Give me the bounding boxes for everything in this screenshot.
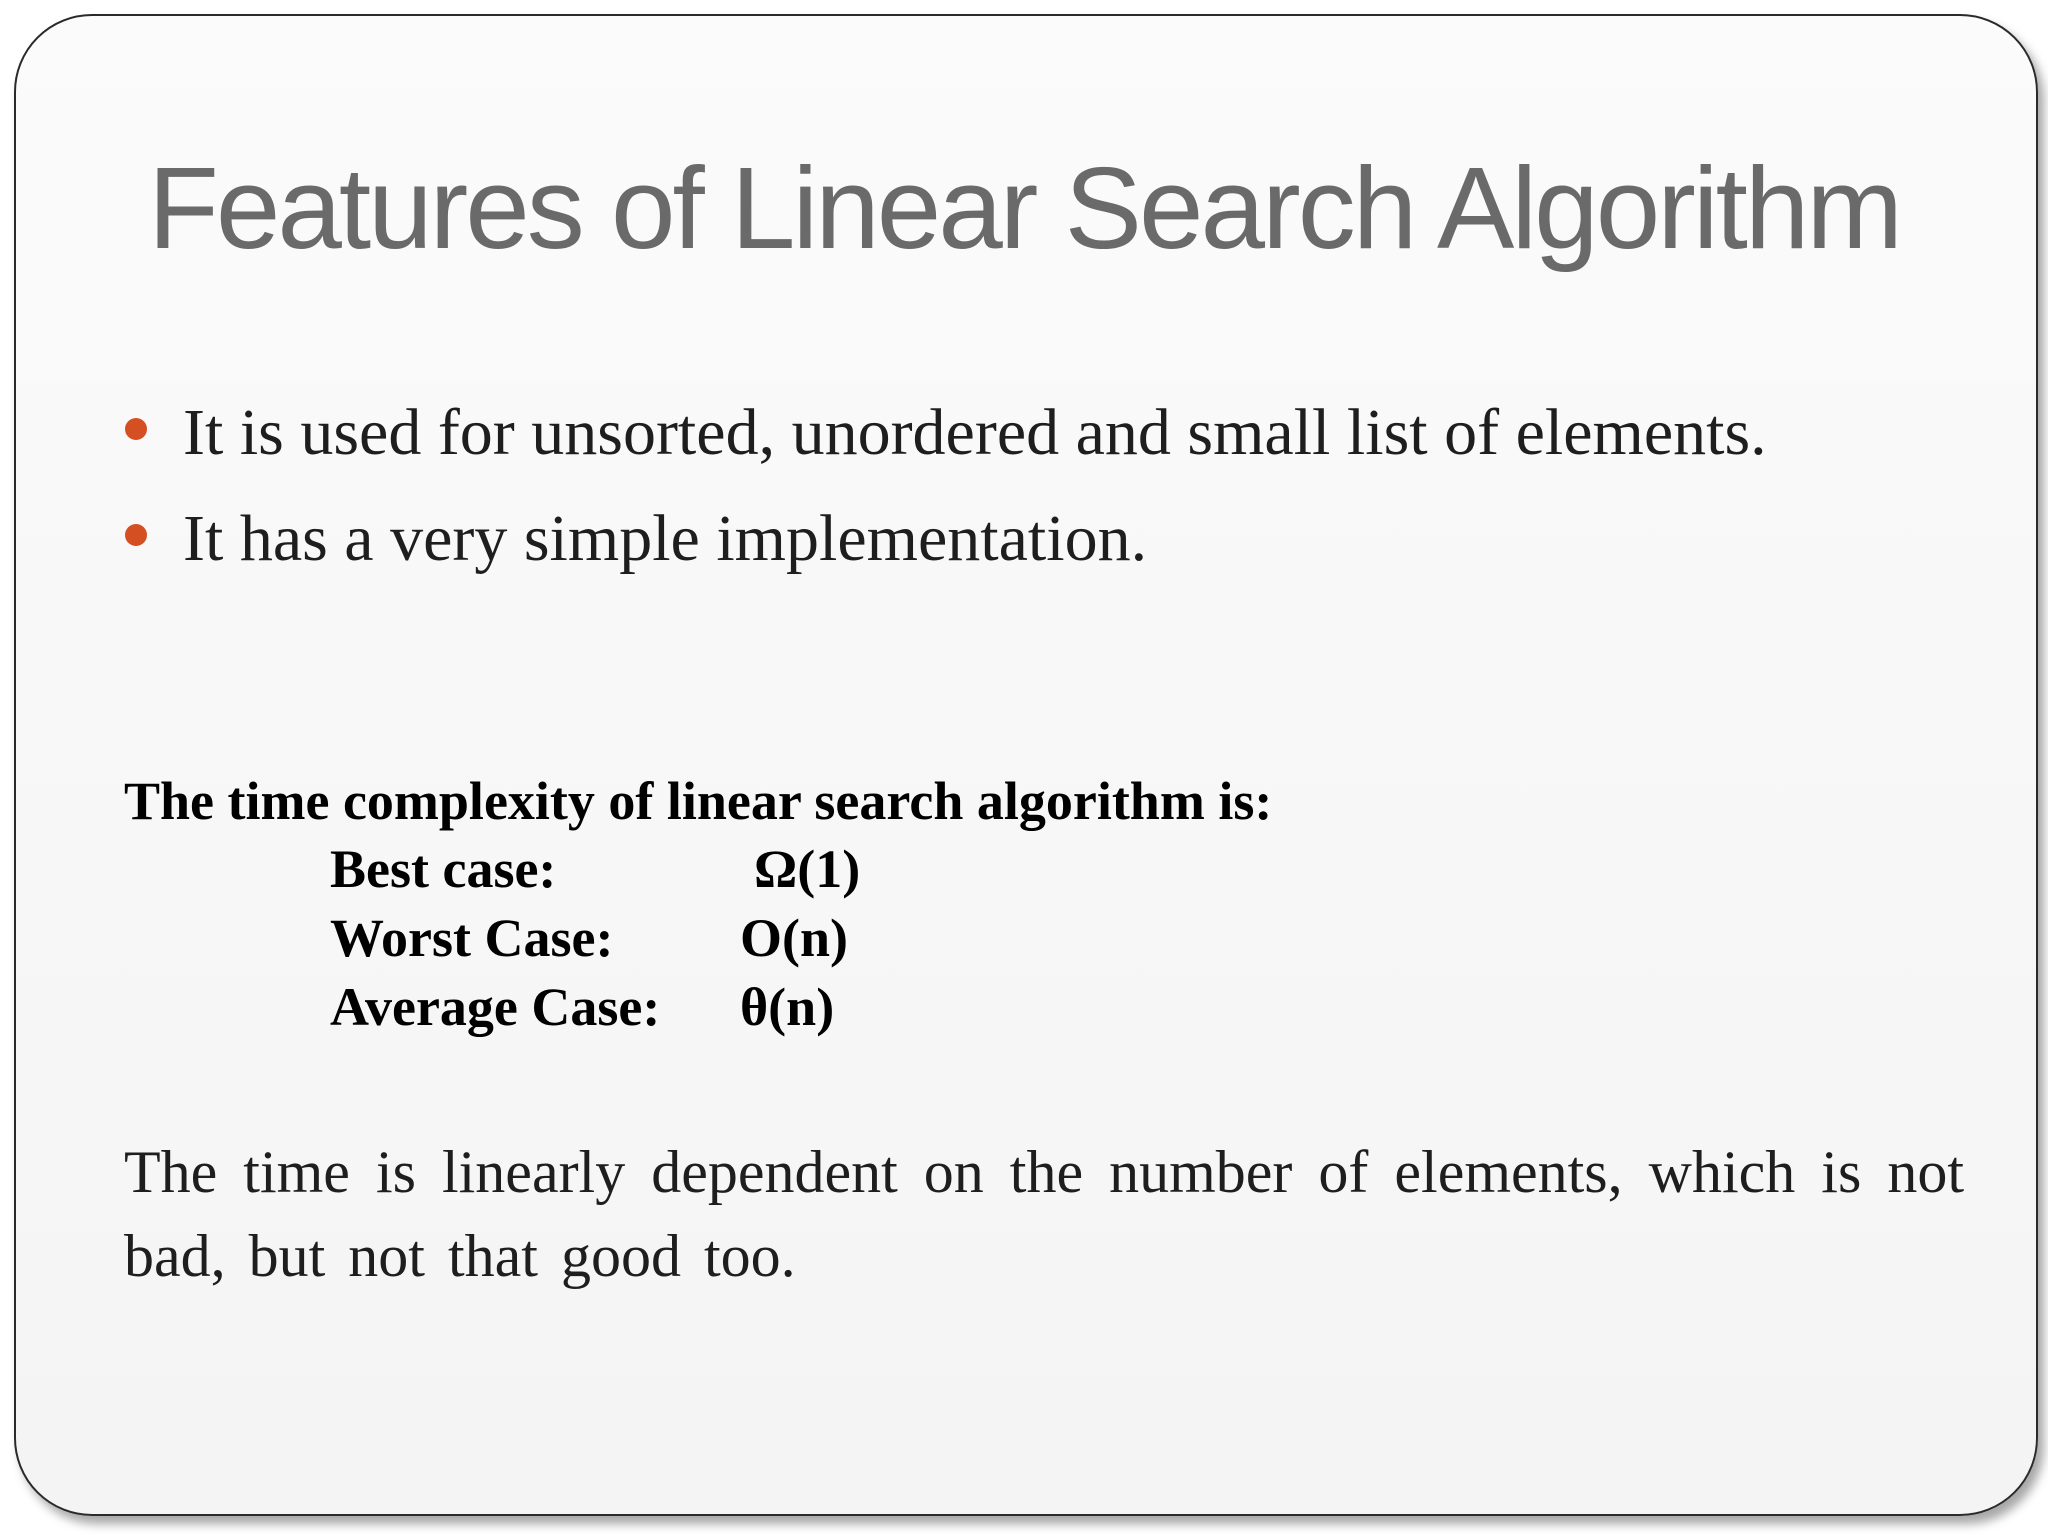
bullet-item bbox=[125, 396, 1767, 506]
bullet-list bbox=[125, 396, 1767, 612]
complexity-heading: The time complexity of linear search algorithm is: bbox=[124, 771, 1273, 831]
conclusion-paragraph: The time is linearly dependent on the number of elements, which is not bad, but not that good too. bbox=[124, 1139, 1964, 1289]
complexity-label: Average Case: bbox=[330, 977, 661, 1037]
complexity-row-worst bbox=[330, 908, 930, 980]
complexity-label: Best case: bbox=[330, 839, 557, 899]
complexity-value: θ(n) bbox=[740, 977, 835, 1037]
complexity-table bbox=[330, 839, 930, 1049]
complexity-value: O(n) bbox=[740, 908, 848, 968]
bullet-item bbox=[125, 502, 1767, 612]
bullet-dot-icon bbox=[125, 524, 147, 546]
bullet-dot-icon bbox=[125, 418, 147, 440]
complexity-row-best bbox=[330, 839, 930, 911]
complexity-value: Ω(1) bbox=[754, 839, 861, 899]
complexity-row-average bbox=[330, 977, 930, 1049]
slide-title: Features of Linear Search Algorithm bbox=[148, 143, 1900, 273]
bullet-text: It has a very simple implementation. bbox=[183, 502, 1148, 575]
bullet-text: It is used for unsorted, unordered and small list of elements. bbox=[183, 396, 1767, 469]
complexity-label: Worst Case: bbox=[330, 908, 614, 968]
